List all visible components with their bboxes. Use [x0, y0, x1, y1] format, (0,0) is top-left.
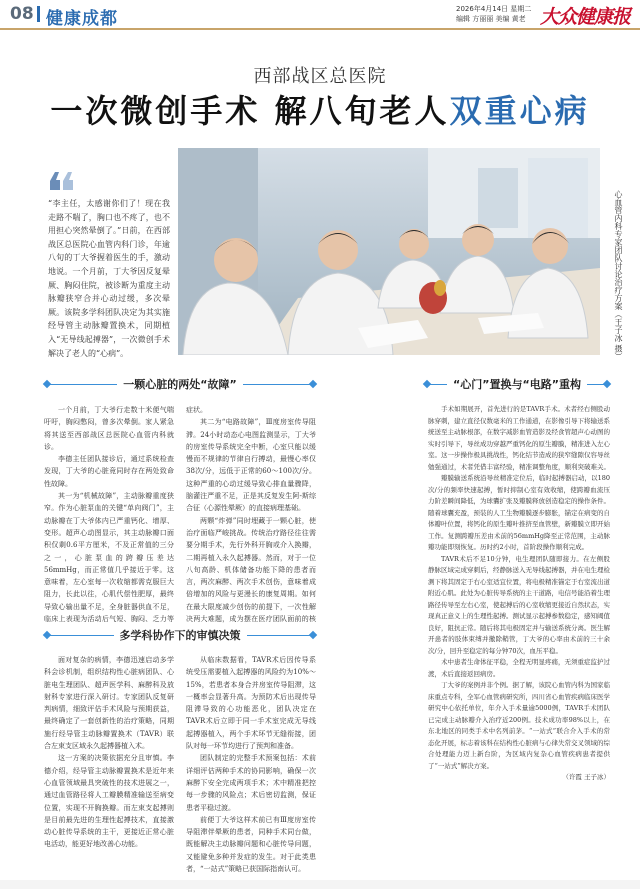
section-name: 健康成都	[46, 9, 118, 29]
section-title-1: 一颗心脏的两处“故障”	[117, 378, 242, 391]
diamond-icon	[423, 380, 431, 388]
paragraph: TAVR术后不足10分钟，电生理团队随即接力。在左侧股静脉区域完成穿刺后，经静脉送入无导线起搏器，并在电生理检测下将其固定于右心室适宜位置，将电极精准锚定于右室流出道附近心肌。此处为心脏传导系统的主干道路，电信号能沿着生理路径传导至左右心室，使起搏后的心室收缩更接近自然状态，实现真正意义上的生理性起搏。测试显示起搏参数稳定，感知阈值良好，阻抗正常。随后将其电极固定并与输送系统分离。医生解开患者的肢体束缚并撤除鞘管，丁大爷的心率由术前的三十余次/分，回升至稳定的每分钟70次，血压平稳。	[428, 554, 610, 655]
paragraph: 丁大爷的案例并非个例。据了解，该院心血管内科为国家临床重点专科，全军心血管病研究所，四川省心血管疾病临床医学研究中心依托单位，年介入手术量逾5000例，TAVR手术团队已完成主动脉瓣介入治疗近200例。技术成功率98%以上，在东北地区的同类手术中名列前茅。“一站式”联合介入手术的常态化开展，标志着该科在结构性心脏病与心律失常交叉领域的综合处理能力迈上新台阶，为区域内复杂心血管疾病患者提供了“一站式”解决方案。	[428, 681, 610, 770]
paragraph: 面对复杂的病情，李德迅速启动多学科会诊机制，组织结构性心脏病团队、心脏电生理团队、超声医学科、麻醉科及放射科专家进行深入研讨。专家团队反复研判病情，细致评估手术风险与预期获益，最终确定了一套创新性的治疗策略，同期施行经导管主动脉瓣置换术（TAVR）联合左束支区域永久起搏器植入术。	[44, 656, 174, 751]
article-kicker: 西部战区总医院	[253, 66, 387, 87]
header-divider	[37, 6, 40, 22]
column-2-top	[186, 404, 316, 626]
paragraph: 手术如期展开，首先进行的是TAVR手术。术者经右侧股动脉穿刺，建立直径仅数毫米的工作通道，在影像引导下将输送系统送至主动脉根部，在数字减影血管造影及经食管超声心动图的实时引导下，导丝成功穿越严重钙化的原生瓣膜，精准进入左心室。这一步操作极具挑战性，钙化结节造成的狭窄缝隙仅容导丝勉强通过，术者凭借丰富经验，精准调整角度，顺利突破难关。	[428, 405, 610, 471]
section-header-2	[424, 376, 610, 392]
paragraph: 其一为“机械故障”，主动脉瓣重度狭窄。作为心脏泵血的关键“单向阀门”，主动脉瓣在丁大爷体内已严重钙化、增厚、变形。超声心动图显示，其主动脉瓣口面积仅剩0.6平方厘米，不及正常值的三分之一，心脏泵血的跨瓣压差达56mmHg，而正常值几乎接近于零。这意味着，左心室每一次收缩都需克服巨大阻力，长此以往，心肌代偿性肥厚，最终导致心输出量不足，全身脏器供血不足，临床上表现为活动后气短、胸闷、乏力等	[44, 492, 174, 624]
article-headline	[0, 86, 640, 132]
diamond-icon	[43, 631, 51, 639]
diamond-icon	[309, 631, 317, 639]
paragraph: 瓣膜输送系统沿导丝精准定位后，临时起搏器启动，以180次/分的频率快速起搏，暂时抑制心室有效收缩，使跨瓣血流压力阶差瞬间降低，为球囊扩张及瓣膜释放创造稳定的操作条件。随着球囊充盈，预装的人工生物瓣膜逐步膨胀，锚定在病变的自体瓣叶位置，将钙化的原生瓣叶推挤至血管壁，新瓣膜立即开始工作。复测跨瓣压差由术前的56mmHg降至正常范围，主动脉瓣功能即刻恢复。历时约2小时，首阶段操作顺利完成。	[428, 474, 610, 551]
paragraph: 从临床数据看，TAVR术后因传导系统受压需要植入起搏器的风险约为10%～15%，若患者本身合并房室传导阻滞，这一概率会显著升高。为预防术后出现传导阻滞导致的心功能恶化，团队决定在TAVR术后立即于同一手术室完成无导线起搏器植入，两个手术环节无缝衔接，团队对每一环节均进行了预判和准备。	[186, 656, 316, 751]
column-1-bottom	[44, 654, 174, 876]
page-number: 08	[10, 4, 34, 24]
diamond-icon	[603, 380, 611, 388]
paragraph: 术中患者生命体征平稳，全程无明显疼痛，无须重症监护过渡，术后直接返回病房。	[428, 658, 610, 678]
article-photo	[178, 148, 600, 355]
paragraph: 李德主任团队接诊后，通过系统检查发现，丁大爷的心脏竟同时存在两处致命性故障。	[44, 455, 174, 488]
byline: （许霞 王子冰）	[562, 773, 610, 781]
newspaper-logo: 大众健康报	[540, 6, 631, 28]
quote-icon	[48, 170, 76, 192]
paragraph: 前便丁大爷这样术前已有Ⅲ度房室传导阻滞伴晕厥的患者，同种手术同台做，既能解决主动脉瓣问题和心脏传导问题，又能避免多种并发症的发生。对于此类患者，“一站式”策略已获国际指南认可。	[186, 815, 316, 874]
editor-credit: 编辑 方丽丽 美编 黄老	[456, 15, 526, 23]
headline-main: 一次微创手术 解八旬老人	[50, 92, 450, 130]
intro-paragraph: “李主任，太感谢你们了！现在我走路不喘了，胸口也不疼了，也不用担心突然晕倒了。”日前，在西部战区总医院心血管内科门诊，年逾八旬的丁大爷握着医生的手，激动地说。一个月前，丁大爷因反复晕厥、胸闷住院，被诊断为重度主动脉瓣狭窄合并心动过缓，多次晕厥。该院多学科团队决定为其实施经导管主动脉瓣置换术，同期植入“无导线起搏器”，一次微创手术解决了老人的“心病”。	[48, 199, 170, 358]
paragraph: 症状。	[186, 406, 207, 414]
paragraph: 这一方案的决策依据充分且审慎。李德介绍，经导管主动脉瓣置换术是近年来心血管领域最具突破性的技术进展之一，通过血管路径将人工瓣膜精准输送至病变位置，实现不开胸换瓣。而左束支起搏则是目前最先进的生理性起搏技术，直接激动心脏传导系统的主干，更接近正常心脏电活动，能更好地改善心功能。	[44, 754, 174, 849]
photo-caption: 心血管内科专家团队讨论治疗方案（王子冰 摄）	[614, 190, 623, 361]
diamond-icon	[43, 380, 51, 388]
column-2-bottom	[186, 654, 316, 876]
header-meta	[456, 4, 531, 24]
diamond-icon	[309, 380, 317, 388]
footer-stripe	[0, 880, 640, 889]
paragraph: 其二为“电路故障”，Ⅲ度房室传导阻滞。24小时动态心电图监测显示，丁大爷的房室传导系统完全中断，心室只能以缓慢而不规律的节律自行搏动，最慢心率仅38次/分，远低于正常的60～100次/分。这种严重的心动过缓导致心排血量骤降，脑灌注严重不足，正是其反复发生阿-斯综合征（心源性晕厥）的直接病理基础。	[186, 418, 316, 513]
section-header-3	[44, 627, 316, 643]
paragraph: 两颗“炸弹”同时埋藏于一颗心脏，使治疗面临严峻挑战。传统治疗路径往往需要分期手术，先行外科开胸或介入换瓣，二期再植入永久起搏器。然而，对于一位八旬高龄、机体储备功能下降的患者而言，两次麻醉、两次手术创伤，意味着成倍增加的风险与更漫长的康复周期。如何在最大限度减少创伤的前提下，一次性解决两大难题，成为摆在医疗团队面前的核	[186, 516, 316, 624]
headline-highlight: 双重心病	[449, 92, 590, 130]
section-header-1	[44, 376, 316, 392]
column-1-top	[44, 404, 174, 626]
section-title-3: 多学科协作下的审慎决策	[114, 629, 247, 642]
column-3	[428, 404, 610, 876]
issue-date: 2026年4月14日 星期二	[456, 5, 532, 13]
paragraph: 一个月前，丁大爷行走数十米便气喘吁吁，胸闷憋闷，曾多次晕倒。家人紧急将其送至西部战区总医院心血管内科就诊。	[44, 406, 174, 451]
doctors-meeting-image	[178, 148, 600, 355]
page-header	[0, 0, 640, 30]
section-title-2: “心门”置换与“电路”重构	[447, 378, 587, 391]
paragraph: 团队制定的完整手术预案包括：术前详细评估两种手术的协同影响，确保一次麻醉下安全完成两项手术；术中精准把控每一步骤的风险点；术后密切监测，保证患者平稳过渡。	[186, 754, 316, 812]
